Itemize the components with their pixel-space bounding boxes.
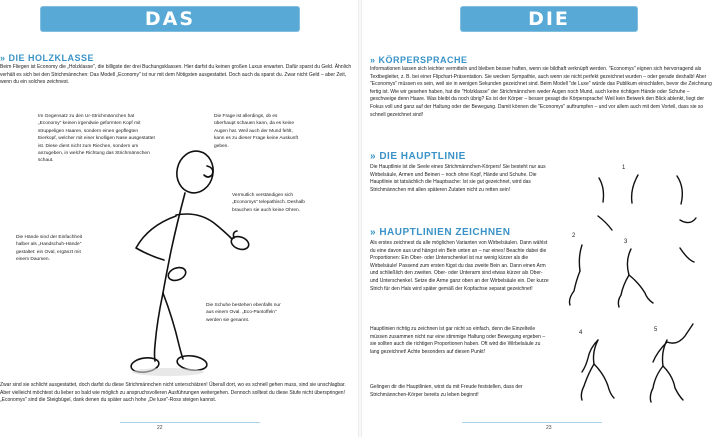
right-page: [362, 0, 720, 437]
note-shoes: Die Schuhe bestehen ebenfalls nur aus einem Oval. „Eco-Pantoffeln" werden sie genannt.: [206, 303, 281, 323]
right-page-title: DIE HAUPTLINIE: [460, 6, 638, 32]
step-2-spine: [579, 245, 582, 271]
right-page-number: 23: [546, 425, 552, 431]
figure-label-4: 4: [579, 330, 583, 336]
step-5-leg-a: [650, 366, 663, 402]
step-2-leg: [570, 271, 581, 305]
step-3-spine: [627, 249, 631, 275]
figure-glove-left: [166, 265, 187, 282]
figure-label-3: 3: [624, 239, 628, 245]
figure-label-1: 1: [622, 165, 626, 171]
step-3-leg-b: [629, 275, 653, 303]
figure-head: [173, 148, 217, 197]
tip-paragraph: Hauptlinien richtig zu zeichnen ist gar nicht so einfach, denn die Einzelteile müssen zusammen nicht nur eine stimmige Haltung oder Bewegung ergeben – sie sollten auch die richtigen Proportionen haben. Oft wird die Wirbelsäule zu lang gezeichnet! Achte besonders auf diesen Punkt!: [370, 326, 546, 355]
note-hands: Die Hände sind der Einfachheit halber als „Handschuh-Hände" gestaltet: ein Oval, ergänzt mit einem Daumen.: [16, 235, 83, 263]
note-telepathy: Vermutlich verständigen sich „Economys" telepathisch. Deshalb brauchen sie auch keine Ohren.: [232, 193, 305, 213]
main-line-step-drawings: [362, 0, 720, 437]
spine-variant-d: [598, 216, 612, 230]
figure-nose: [204, 166, 213, 177]
spine-variant-a: [599, 178, 604, 202]
note-comparison: Im Gegensatz zu den Ur-Strichmännchen hat „Economy" keinen irgendwie geformten Kopf mit struppeligen Haaren, sondern einen gepflegten Eierkopf, welcher mit einer knolligen Nase ausgestattet ist. Diese dient nicht zum Riechen, sondern um anzugeben, in welche Richtung das Strichmännchen schaut.: [38, 114, 155, 164]
left-page-title: DAS EINTRITTSTICKET: [40, 6, 300, 32]
intro-paragraph: Beim Fliegen ist Economy die „Holzklasse", die billigste der drei Buchungsklassen. Hier darfst du keinen großen Luxus erwarten. Dafür sparst du Geld. Ähnlich verhält es sich bei den Strichmännchen: Das Modell „Economy" ist nur mit dem Nötigsten ausgestattet. Doch auch da sparst du. Zwar nicht Geld – aber Zeit, wenn du ein solches zeichnest.: [0, 64, 352, 86]
step-5-arm-b: [667, 324, 693, 343]
left-footer-line: [120, 422, 260, 423]
figure-glove-right: [229, 234, 250, 251]
economy-stick-figure-illustration: [0, 0, 358, 437]
section-heading-hauptlinie: » DIE HAUPTLINIE: [370, 151, 466, 162]
section-heading-hauptlinien-zeichnen: » HAUPTLINIEN ZEICHNEN: [370, 227, 511, 238]
spine-variant-b: [632, 175, 638, 203]
step-4-leg-b: [594, 364, 614, 398]
step-5-arm-a: [653, 342, 667, 362]
left-page-number: 22: [157, 425, 163, 431]
figure-label-5: 5: [654, 327, 658, 333]
step-5-leg-b: [663, 366, 683, 400]
section-heading-holzklasse: » DIE HOLZKLASSE: [0, 53, 95, 63]
drawing-paragraph: Als erstes zeichnest du alle möglichen Varianten von Wirbelsäulen. Dann wählst du eine davon aus und hängst ein Bein unten an – nur eines! Beachte dabei die Proportionen: Ein Ober- oder Unterschenkel ist nur wenig kürzer als die Wirbelsäule! Passend zum ersten fügst du das zweite Bein an. Dann einen Arm und schließlich den zweiten. Ober- oder Unterarm sind etwas kürzer als Ober- und Unterschenkel. Setze die Arme ganz oben an der Wirbelsäule ein. Der kurze Strich für den Hals wird später gemäß der Kopfachse separat gezeichnet!: [370, 240, 549, 292]
body-language-paragraph: Informationen lassen sich leichter vermitteln und bleiben besser haften, wenn sie bildhaft verknüpft werden. "Economys" eignen sich hervorragend als Textbegleiter, z. B. bei einer Flipchart-Präsentation. Sie wecken Sympathie, auch wenn sie nicht perfekt gezeichnet wurden – oder gerade deshalb! Aber "Economys" müssen es sein, weil sie in wenigen Sekunden gezeichnet sind. Beim Modell "de Luxe" würde das Publikum einschlafen, bevor die Zeichnung fertig ist. Wie wir gesehen haben, hat die "Holzklasse" der Strichmännchen weder Augen noch Mund, auch keine richtigen Hände oder Schuhe – geschweige denn Haare. Was bleibt da noch übrig? Es ist der Körper – besser gesagt die Körpersprache! Weil kein Beiwerk den Blick ablenkt, liegt der Fokus voll und ganz auf der Haltung oder der Bewegung. Damit können die "Economys" auftrumpfen – und vor allem auch mit dem Vorteil, dass sie so schnell gezeichnet sind!: [370, 66, 712, 118]
figure-arm-right: [176, 214, 232, 239]
note-question: Die Frage ist allerdings, ob es überhaupt schauen kann, da es keine Augen hat. Weil auch der Mund fehlt, kann es zu dieser Frage keine Auskunft geben.: [214, 114, 298, 149]
section-heading-koerpersprache: » KÖRPERSPRACHE: [370, 55, 468, 65]
figure-leg-right: [163, 293, 183, 359]
spine-variant-e: [680, 218, 696, 223]
figure-leg-left: [155, 293, 164, 361]
main-line-paragraph: Die Hauptlinie ist die Seele eines Strichmännchen-Körpers! Sie besteht nur aus Wirbelsäule, Armen und Beinen – noch ohne Kopf, Hände und Schuhe. Die Hauptlinie ist tatsächlich die Hauptsache: Ist sie gut gezeichnet, wird das Strichmännchen mit allen späteren Zutaten nicht zu retten sein!: [370, 164, 546, 193]
outro-paragraph: Zwar sind sie schlicht ausgestattet, doch darfst du diese Strichmännchen nicht unterschätzen! Überall dort, wo es schnell gehen muss, sind sie unschlagbar. Aber vielleicht möchtest du lieber so bald wie möglich zu anspruchsvolleren Ausführungen weitergehen. Dennoch solltest du diese Stufe nicht überspringen! „Economys" sind die Steigbügel, dank denen du später auch hohe „De luxe"-Ross steigen kannst.: [0, 382, 346, 404]
right-footer-line: [462, 422, 602, 423]
spine-variant-c: [677, 176, 682, 204]
closing-paragraph: Gelingen dir die Hauptlinien, wirst du mit Freude feststellen, dass der Strichmännchen-Körper bereits zu leben beginnt!: [370, 384, 523, 398]
figure-label-2: 2: [572, 233, 576, 239]
step-variant-f: [680, 248, 694, 262]
step-3-leg-a: [618, 275, 629, 307]
left-page: [0, 0, 358, 437]
